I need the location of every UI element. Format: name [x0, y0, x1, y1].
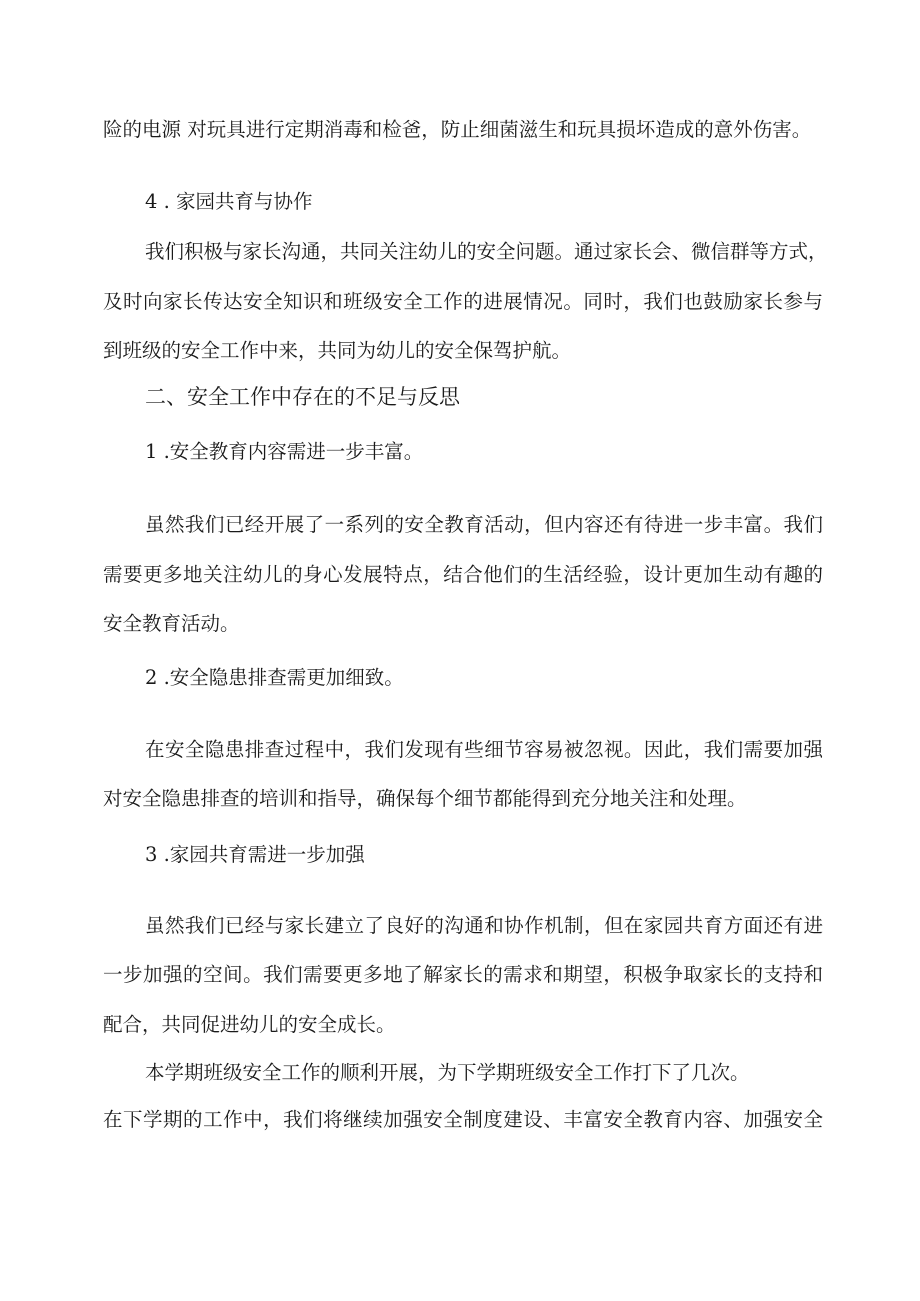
sub3-line-1: 虽然我们已经与家长建立了良好的沟通和协作机制，但在家园共育方面还有进: [145, 914, 823, 937]
section-2-title: 二、安全工作中存在的不足与反思: [145, 385, 460, 409]
item4-line-1: 我们积极与家长沟通，共同关注幼儿的安全问题。通过家长会、微信群等方式，: [145, 240, 828, 263]
closing-line-2: 在下学期的工作中，我们将继续加强安全制度建设、丰富安全教育内容、加强安全: [103, 1108, 823, 1131]
sub3-line-2: 一步加强的空间。我们需要更多地了解家长的需求和期望，积极争取家长的支持和: [103, 963, 823, 986]
sub1-line-3: 安全教育活动。: [103, 612, 240, 635]
item4-line-2: 及时向家长传达安全知识和班级安全工作的进展情况。同时，我们也鼓励家长参与: [103, 290, 823, 313]
intro-line: 险的电源 对玩具进行定期消毒和检爸，防止细菌滋生和玩具损坏造成的意外伤害。: [103, 118, 812, 141]
sub3-heading: 3 .家园共育需进一步加强: [145, 843, 365, 866]
item4-line-3: 到班级的安全工作中来，共同为幼儿的安全保驾护航。: [103, 339, 572, 362]
item4-heading: 4 . 家园共育与协作: [145, 190, 313, 213]
sub2-line-2: 对安全隐患排查的培训和指导，确保每个细节都能得到充分地关注和处理。: [103, 787, 747, 810]
sub2-heading: 2 .安全隐患排查需更加细致。: [145, 666, 404, 689]
sub3-line-3: 配合，共同促进幼儿的安全成长。: [103, 1013, 396, 1036]
sub2-line-1: 在安全隐患排查过程中，我们发现有些细节容易被忽视。因此，我们需要加强: [145, 738, 823, 761]
sub1-line-2: 需要更多地关注幼儿的身心发展特点，结合他们的生活经验，设计更加生动有趣的: [103, 563, 823, 586]
closing-line-1: 本学期班级安全工作的顺利开展，为下学期班级安全工作打下了几次。: [145, 1061, 750, 1084]
sub1-line-1: 虽然我们已经开展了一系列的安全教育活动，但内容还有待进一步丰富。我们: [145, 513, 823, 536]
sub1-heading: 1 .安全教育内容需进一步丰富。: [145, 440, 424, 463]
